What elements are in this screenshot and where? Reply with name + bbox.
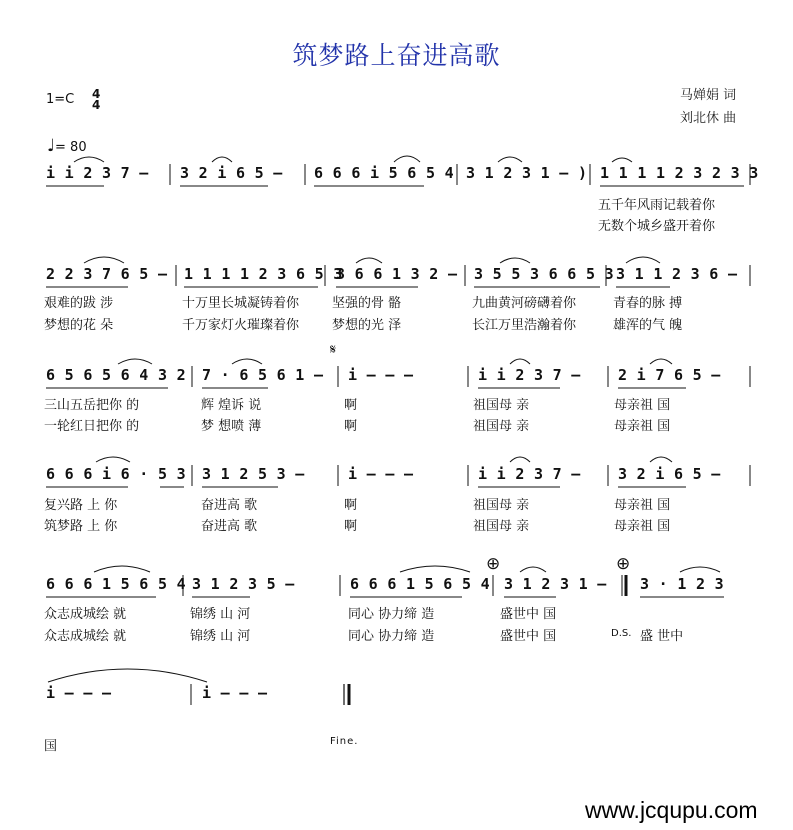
lyric-verse-2: 众志成城绘 就 bbox=[44, 629, 127, 644]
lyric-verse-2: 梦 想喷 薄 bbox=[201, 419, 262, 434]
lyric-verse-2: 啊 bbox=[344, 419, 358, 434]
lyricist-credit: 马婵娟 词 bbox=[680, 88, 737, 103]
lyric-verse-2: 祖国母 亲 bbox=[473, 519, 530, 534]
measure: 3 1 1 2 3 6 – bbox=[616, 265, 738, 283]
key-signature: 1=C bbox=[46, 92, 75, 107]
lyric-verse-1: 艰难的跋 涉 bbox=[44, 296, 114, 311]
measure: 3 1 2 5 3 – bbox=[202, 465, 305, 483]
slur-arc bbox=[626, 257, 660, 263]
lyric-verse-1: 祖国母 亲 bbox=[473, 498, 530, 513]
time-signature-top: 4 bbox=[92, 87, 101, 101]
measure: 6 6 6 1 5 6 5 4 bbox=[350, 575, 490, 593]
slur-arc bbox=[400, 566, 470, 572]
lyric-verse-1: 母亲祖 国 bbox=[614, 398, 671, 413]
slur-arc bbox=[510, 359, 530, 364]
coda-icon: ⊕ bbox=[616, 554, 631, 574]
tempo-marking bbox=[47, 136, 87, 156]
lyric-verse-2: 筑梦路 上 你 bbox=[44, 519, 118, 534]
measure: 1 1 1 1 2 3 2 3 3 bbox=[600, 164, 759, 182]
measure: 1 1 1 1 2 3 6 5 3 bbox=[184, 265, 343, 283]
lyric-verse-1: 三山五岳把你 的 bbox=[44, 398, 140, 413]
lyric-verse-1: 盛世中 国 bbox=[500, 607, 557, 622]
slur-arc bbox=[612, 158, 632, 162]
lyric-verse-2: 长江万里浩瀚着你 bbox=[472, 318, 577, 333]
site-watermark: www.jcqupu.com bbox=[585, 797, 758, 823]
lyric-verse-2: 无数个城乡盛开着你 bbox=[598, 219, 716, 234]
time-signature bbox=[92, 89, 100, 111]
time-signature-bottom: 4 bbox=[92, 98, 101, 112]
lyric-verse-1: 九曲黄河磅礴着你 bbox=[472, 296, 577, 311]
measure: 6 6 6 i 5 6 5 4 bbox=[314, 164, 454, 182]
lyric-verse-2: 千万家灯火璀璨着你 bbox=[182, 318, 300, 333]
lyric-verse-1: 啊 bbox=[344, 398, 358, 413]
lyric-verse-2: 梦想的花 朵 bbox=[44, 318, 114, 333]
lyric-verse-2: 祖国母 亲 bbox=[473, 419, 530, 434]
lyric-verse-1: 奋进高 歌 bbox=[201, 498, 258, 513]
lyric-verse-1: 啊 bbox=[344, 498, 358, 513]
song-title: 筑梦路上奋进高歌 bbox=[292, 41, 501, 70]
slur-arc bbox=[498, 157, 522, 162]
measure: i i 2 3 7 – bbox=[46, 164, 149, 182]
segno-icon: 𝄋 bbox=[330, 342, 337, 358]
measure: 3 5 5 3 6 6 5 3 bbox=[474, 265, 614, 283]
slur-arc bbox=[510, 457, 530, 462]
measure: 3 1 2 3 5 – bbox=[192, 575, 295, 593]
lyric-verse-2: 母亲祖 国 bbox=[614, 419, 671, 434]
lyric-verse-2: 梦想的光 泽 bbox=[332, 318, 402, 333]
slur-arc bbox=[232, 359, 262, 364]
slur-arc bbox=[84, 257, 124, 263]
slur-arc bbox=[118, 359, 152, 364]
lyric-verse-1: 十万里长城凝铸着你 bbox=[182, 296, 300, 311]
slur-arc bbox=[356, 258, 382, 263]
slur-arc bbox=[96, 457, 130, 462]
lyric-verse-2: 同心 协力缔 造 bbox=[348, 629, 435, 644]
lyric-verse-2: 奋进高 歌 bbox=[201, 519, 258, 534]
slur-arc bbox=[94, 566, 150, 572]
slur-arc bbox=[394, 156, 420, 162]
lyric-verse-1: 坚强的骨 骼 bbox=[332, 296, 402, 311]
lyric-verse-2: 母亲祖 国 bbox=[614, 519, 671, 534]
measure: i – – – bbox=[348, 366, 414, 384]
slur-arc bbox=[520, 567, 546, 572]
measure: 6 5 6 5 6 4 3 2 bbox=[46, 366, 186, 384]
fine-marking: Fine. bbox=[330, 736, 359, 747]
measure: 3 2 i 6 5 – bbox=[618, 465, 721, 483]
lyric-verse-2: 一轮红日把你 的 bbox=[44, 419, 140, 434]
slur-arc bbox=[48, 669, 207, 682]
measure: 6 6 6 i 6 · 5 3 bbox=[46, 465, 186, 483]
lyric-verse-2: 啊 bbox=[344, 519, 358, 534]
measure: 6 6 6 1 5 6 5 4 bbox=[46, 575, 186, 593]
measure: 3 1 2 3 1 – bbox=[504, 575, 607, 593]
slur-arc bbox=[650, 359, 672, 364]
slur-arc bbox=[680, 567, 720, 572]
measure: 2 2 3 7 6 5 – bbox=[46, 265, 168, 283]
measure: 3 6 6 1 3 2 – bbox=[336, 265, 458, 283]
measure: 2 i 7 6 5 – bbox=[618, 366, 721, 384]
lyric-verse-2: 盛 世中 bbox=[640, 629, 684, 644]
lyric-verse-1: 五千年风雨记载着你 bbox=[598, 198, 716, 213]
measure: 3 2 i 6 5 – bbox=[180, 164, 283, 182]
slur-arc bbox=[212, 157, 232, 162]
measure: i i 2 3 7 – bbox=[478, 465, 581, 483]
lyric-verse-2: 盛世中 国 bbox=[500, 629, 557, 644]
lyric-verse-2: 锦绣 山 河 bbox=[190, 629, 251, 644]
slur-arc bbox=[500, 258, 530, 263]
measure: 3 1 2 3 1 – ) bbox=[466, 164, 588, 182]
quarter-note-icon: ♩ bbox=[47, 136, 56, 156]
lyric-verse-1: 辉 煌诉 说 bbox=[201, 398, 262, 413]
lyric-verse-1: 众志成城绘 就 bbox=[44, 607, 127, 622]
lyric-verse-2: 雄浑的气 魄 bbox=[613, 318, 683, 333]
slur-arc bbox=[74, 157, 104, 162]
tempo-text: = 80 bbox=[55, 140, 87, 155]
measure: i – – – bbox=[46, 684, 112, 702]
measure: i – – – bbox=[202, 684, 268, 702]
lyric-verse-1: 同心 协力缔 造 bbox=[348, 607, 435, 622]
lyric-verse-1: 青春的脉 搏 bbox=[613, 296, 683, 311]
measure: i – – – bbox=[348, 465, 414, 483]
lyric-verse-1: 锦绣 山 河 bbox=[190, 607, 251, 622]
coda-icon: ⊕ bbox=[486, 554, 501, 574]
composer-credit: 刘北休 曲 bbox=[680, 111, 737, 126]
measure: 7 · 6 5 6 1 – bbox=[202, 366, 324, 384]
slur-arc bbox=[650, 457, 672, 462]
lyric-verse-1: 母亲祖 国 bbox=[614, 498, 671, 513]
lyric-verse-1: 祖国母 亲 bbox=[473, 398, 530, 413]
measure: i i 2 3 7 – bbox=[478, 366, 581, 384]
lyric-verse-1: 复兴路 上 你 bbox=[44, 498, 118, 513]
lyric-final: 国 bbox=[44, 739, 58, 754]
measure: 3 · 1 2 3 bbox=[640, 575, 724, 593]
ds-marking: D.S. bbox=[611, 628, 632, 639]
